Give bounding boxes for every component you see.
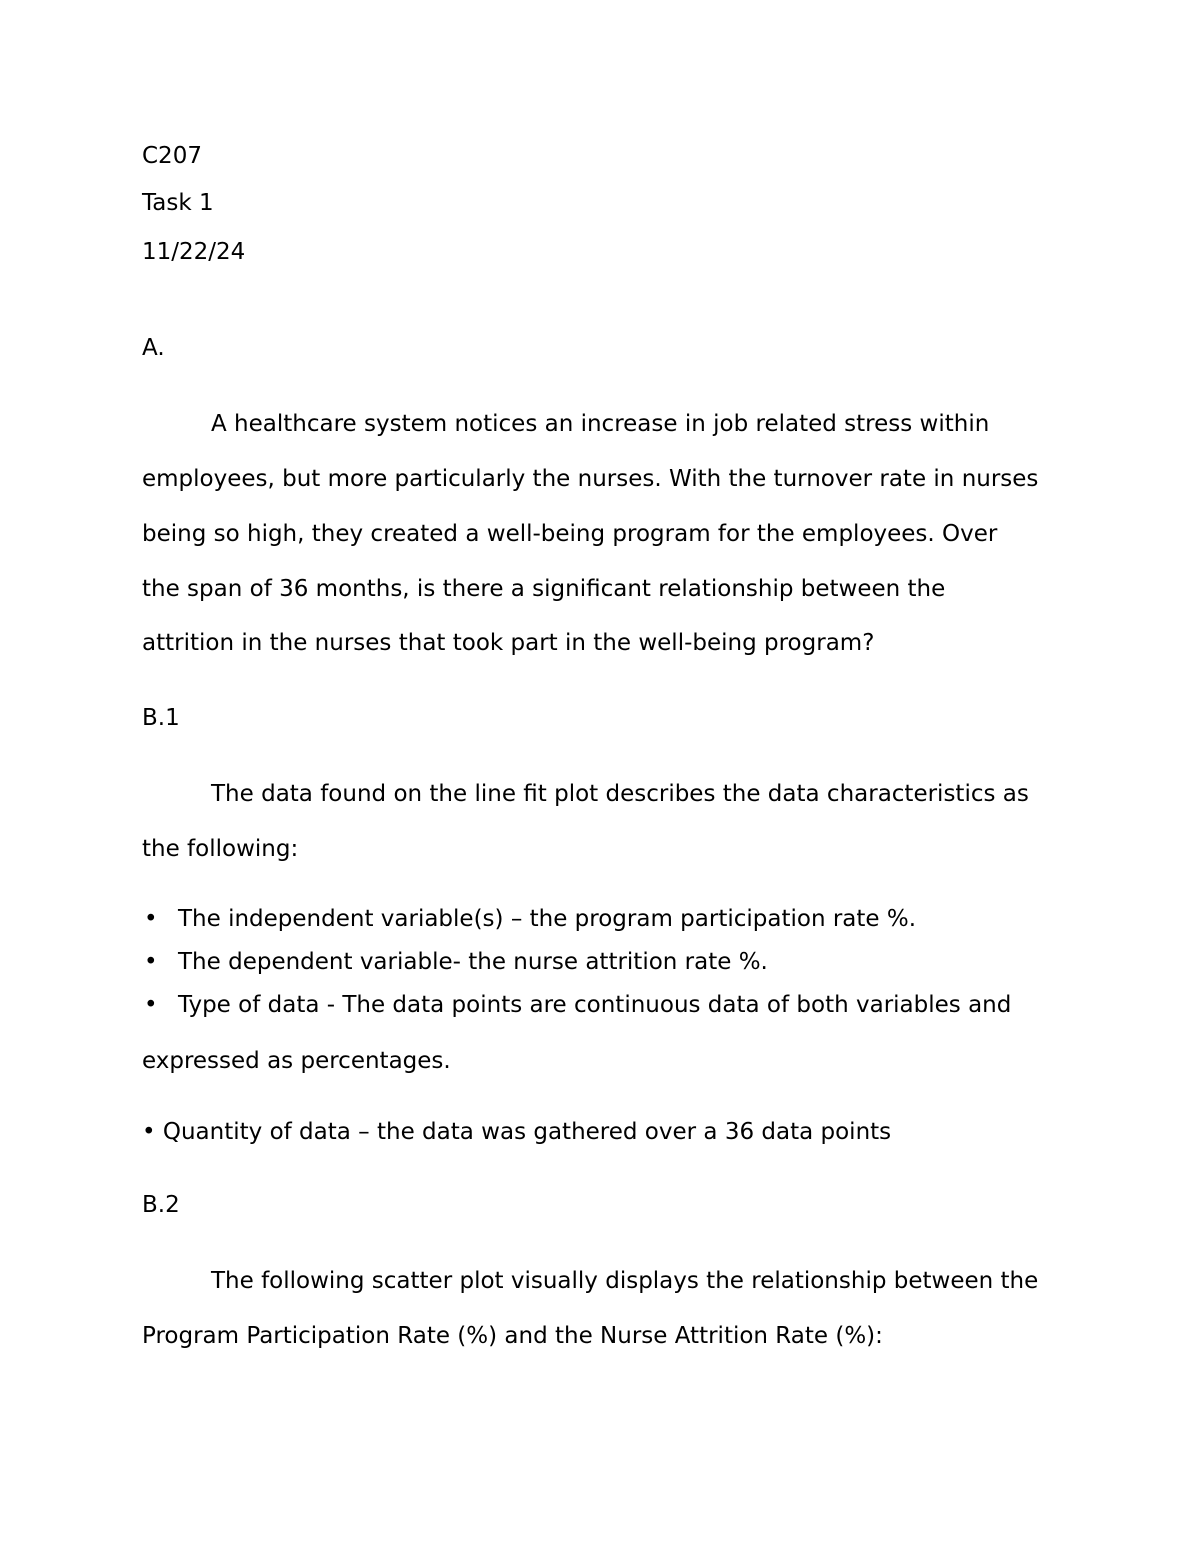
section-a-heading: A.: [142, 335, 165, 361]
paragraph-line: the span of 36 months, is there a significant relationship between the: [142, 576, 946, 602]
bullet-continuation: expressed as percentages.: [142, 1048, 451, 1074]
paragraph-line: being so high, they created a well-being program for the employees. Over: [142, 521, 998, 547]
paragraph-line: the following:: [142, 836, 299, 862]
paragraph-line: The following scatter plot visually displays the relationship between the: [211, 1268, 1039, 1294]
quantity-line: • Quantity of data – the data was gathered over a 36 data points: [142, 1119, 892, 1145]
task-label: Task 1: [142, 190, 214, 216]
bullet-marker: •: [144, 992, 158, 1018]
section-b2-heading: B.2: [142, 1192, 180, 1218]
paragraph-line: Program Participation Rate (%) and the Nurse Attrition Rate (%):: [142, 1323, 883, 1349]
document-date: 11/22/24: [142, 239, 246, 265]
course-code: C207: [142, 143, 202, 169]
bullet-text: The independent variable(s) – the program participation rate %.: [178, 906, 917, 932]
bullet-marker: •: [144, 949, 158, 975]
bullet-marker: •: [144, 906, 158, 932]
paragraph-line: The data found on the line fit plot describes the data characteristics as: [211, 781, 1029, 807]
paragraph-line: employees, but more particularly the nurses. With the turnover rate in nurses: [142, 466, 1039, 492]
bullet-text: The dependent variable- the nurse attrition rate %.: [178, 949, 768, 975]
paragraph-line: A healthcare system notices an increase in job related stress within: [211, 411, 990, 437]
paragraph-line: attrition in the nurses that took part in the well-being program?: [142, 630, 875, 656]
section-b1-heading: B.1: [142, 705, 180, 731]
bullet-text: Type of data - The data points are continuous data of both variables and: [178, 992, 1012, 1018]
